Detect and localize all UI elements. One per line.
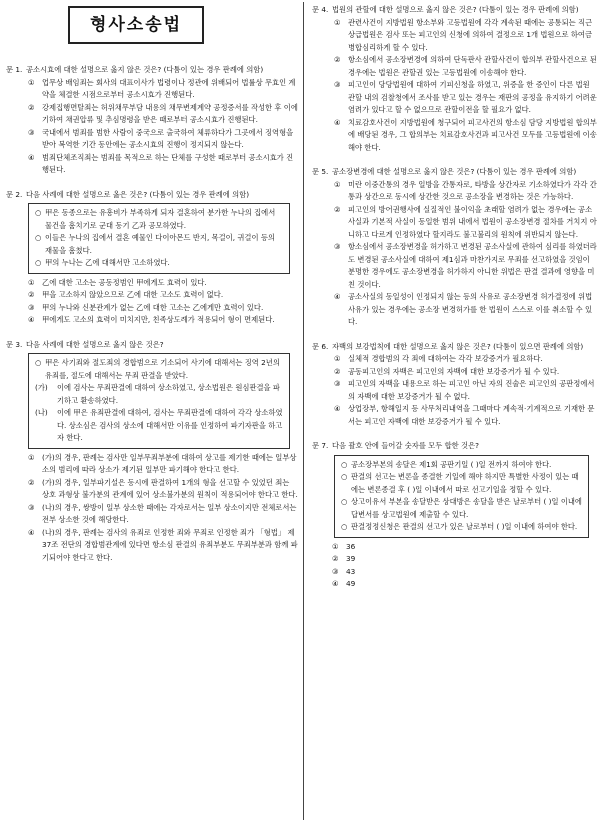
q7-option-1[interactable]: ① 36 [332,541,356,551]
q5-option-4[interactable]: ④ 공소사실의 동일성이 인정되지 않는 등의 사유로 공소장변경 허가결정에 위법사유가 있는 경우에는 공소장 변경허가를 한 법원이 스스로 이를 취소할 수 있다. [334,292,593,326]
q4-option-2[interactable]: ② 항소심에서 공소장변경에 의하여 단독판사 관할사건이 합의부 관할사건으로 된 경우에는 법원은 관할권 있는 고등법원에 이송해야 한다. [334,55,597,77]
q5-option-1[interactable]: ① 미란 이중간통의 경우 일방을 간통자로, 타방을 상간자로 기소하였다가 각각 간통과 상간으로 동시에 상간한 것으로 공소장을 변경하는 것은 가능하다. [334,179,597,201]
question-7 [312,440,597,591]
q6-option-2[interactable]: ② 공동피고인의 자백은 피고인의 자백에 대한 보강증거가 될 수 있다. [334,366,560,376]
q7-option-4[interactable]: ④ 49 [332,579,356,588]
question-5-stem: 문 5. 공소장변경에 대한 설명으로 옳지 않은 것은? (다툼이 있는 경우 판례에 의함) [312,167,577,176]
q7-blank-item: ○ 판결정정신청은 판결의 선고가 있은 날로부터 ( )일 이내에 하여야 한다. [341,522,578,531]
q1-option-3[interactable]: ③ 국내에서 범죄를 범한 사람이 중국으로 출국하여 체류하다가 그곳에서 징역형을 받아 복역한 기간 동안에는 공소시효의 진행이 정지되지 않는다. [28,127,294,149]
q7-blank-item: ○ 상고이유서 부본을 송달받은 상대방은 송달을 받은 날로부터 ( )일 이내에 답변서를 상고법원에 제출할 수 있다. [341,497,582,519]
q4-option-3[interactable]: ③ 피고인이 당당법원에 대하여 기피신청을 하였고, 위증을 한 증인이 다른 법원 관할 내의 검찰청에서 조사를 받고 있는 경우는 재판의 공정을 유지하기 어려운 염려가 있다고 할 수 없으므로 관할이전을 할 필요가 없다. [334,80,597,114]
q1-option-1[interactable]: ① 업무상 배임죄는 회사의 대표이사가 법령이나 정관에 위배되어 법률상 무효인 계약을 체결한 시점으로부터 공소시효가 진행된다. [28,77,296,99]
q3-case-box [28,353,290,449]
question-1-stem: 문 1. 공소시효에 대한 설명으로 옳지 않은 것은? (다툼이 있는 경우 판례에 의함) [6,65,264,74]
q4-option-4[interactable]: ④ 치료감호사건이 지방법원에 청구되어 피고사건의 항소심 담당 지방법원 합의부에 배당된 경우, 그 합의부는 치료감호사건과 피고사건 모두를 고등법원에 이송해야 한다. [334,117,597,152]
q3-option-3[interactable]: ③ (나)의 경우, 쌍방이 일부 상소한 때에는 각자로서는 일부 상소이지만 전체로서는 전부 상소한 것에 해당한다. [28,502,297,524]
q7-blank-item: ○ 공소장부본의 송달은 제1회 공판기일 ( )일 전까지 하여야 한다. [341,459,552,469]
q1-option-2[interactable]: ② 강제집행면탈죄는 허위채무부담 내용의 채무변제계약 공정증서를 작성한 후 이에 기하여 채권압류 및 추심명령을 받은 때로부터 공소시효가 진행된다. [28,102,298,124]
q2-option-2[interactable]: ② 甲을 고소하지 않았으므로 乙에 대한 고소도 효력이 없다. [28,290,224,299]
exam-title: 형사소송법 [68,6,204,44]
q1-option-4[interactable]: ④ 범죄단체조직죄는 범죄를 목적으로 하는 단체를 구성한 때로부터 공소시효가 진행된다. [28,152,294,174]
question-5 [312,166,597,329]
q5-option-2[interactable]: ② 피고인의 방어권행사에 실질적인 불이익을 초래할 염려가 없는 경우에는 공소사실과 기본적 사실이 동일한 범위 내에서 법원이 공소장변경 절차를 거치지 아니하고 다르게 인정하였다 할지라도 불고불리의 원칙에 위반되지 않는다. [334,204,597,239]
question-6-stem: 문 6. 자백의 보강법칙에 대한 설명으로 옳지 않은 것은? (다툼이 있으면 판례에 의함) [312,341,584,351]
right-column [312,4,597,591]
q6-option-3[interactable]: ③ 피고인의 자백을 내용으로 하는 피고인 아닌 자의 진술은 피고인의 공판정에서의 자백에 대한 보강증거가 될 수 없다. [334,379,595,401]
q5-option-3[interactable]: ③ 항소심에서 공소장변경을 허가하고 변경된 공소사실에 관하여 심리를 하였더라도 변경된 공소사실에 대하여 제1심과 마찬가지로 무죄를 선고하였을 것임이 분명한 경우에도 공소장변경을 허가하지 아니한 위법은 판결 결과에 영향을 미친 것이다. [334,242,597,289]
q7-blank-item: ○ 판결의 선고는 변론을 종결한 기일에 해야 하지만 특별한 사정이 있는 때에는 변론종결 후 ( )일 이내에서 따로 선고기일을 정할 수 있다. [341,472,579,494]
q2-option-4[interactable]: ④ 甲에게도 고소의 효력이 미치지만, 친족상도례가 적용되어 형이 면제된다. [28,315,275,324]
left-column [6,64,298,564]
q6-option-1[interactable]: ① 실체적 경합범의 각 죄에 대하여는 각각 보강증거가 필요하다. [334,354,543,363]
question-7-stem: 문 7. 다음 괄호 안에 들어갈 숫자를 모두 합한 것은? [312,441,479,450]
q3-option-1[interactable]: ① (가)의 경우, 판례는 검사만 일부무죄부분에 대하여 상고를 제기한 때에는 일부상소의 범리에 따라 상소가 제기된 일부만 파기해야 한다고 한다. [28,452,297,474]
question-6 [312,341,597,429]
q7-option-2[interactable]: ② 39 [332,554,356,563]
q2-option-3[interactable]: ③ 甲의 누나와 신분관계가 없는 乙에 대한 고소는 乙에게만 효력이 있다. [28,302,264,312]
q3-option-4[interactable]: ④ (나)의 경우, 판례는 검사의 유죄로 인정한 죄와 무죄로 인정한 죄가 「형법」 제37조 전단의 경합범관계에 있다면 항소심 판결의 유죄부분도 무죄부분과 함께 파기되어야 한다고 한다. [28,527,298,562]
question-4-stem: 문 4. 법원의 관할에 대한 설명으로 옳지 않은 것은? (다툼이 있는 경우 판례에 의함) [312,5,579,14]
question-4 [312,4,597,154]
question-2-stem: 문 2. 다음 사례에 대한 설명으로 옳은 것은? (다툼이 있는 경우 판례에 의함) [6,189,250,199]
q6-option-4[interactable]: ④ 상업장부, 항해일지 등 사무처리내역을 그때마다 계속적·기계적으로 기재한 문서는 피고인 자백에 대한 보강증거가 될 수 있다. [334,404,595,426]
question-3-stem: 문 3. 다음 사례에 대한 설명으로 옳지 않은 것은? [6,339,164,349]
q2-case-item: ○ 이들은 누나의 집에서 결혼 예물인 다이아몬드 반지, 목걸이, 귀걸이 등의 재물을 훔쳤다. [35,233,275,255]
question-2 [6,189,298,327]
q3-case-item: ○ 甲은 사기죄와 절도죄의 경합범으로 기소되어 사기에 대해서는 징역 2년의 유죄를, 절도에 대해서는 무죄 판결을 받았다. [35,358,280,380]
q3-case-item: (나) 이에 甲은 유죄판결에 대하여, 검사는 무죄판결에 대하여 각각 상소하였다. 상소심은 검사의 상소에 대해서만 이유를 인정하여 파기자판을 하고자 한다. [35,408,283,442]
question-3 [6,339,298,565]
q2-case-item: ○ 甲의 누나는 乙에 대해서만 고소하였다. [35,258,170,267]
q7-option-3[interactable]: ③ 43 [332,566,356,576]
q3-option-2[interactable]: ② (가)의 경우, 일부파기설은 동시에 판결하여 1개의 형을 선고할 수 있었던 죄는 상호 과형상 불가분의 관계에 있어 상소불가분의 원칙이 적용되어야 한다고 한다. [28,477,298,499]
q7-answer-choices [312,541,597,591]
q2-case-box [28,203,290,274]
question-1 [6,64,298,177]
q3-case-item: (가) 이에 검사는 무죄판결에 대하여 상소하였고, 상소법원은 원심판결을 파기하고 환송하였다. [35,383,280,405]
q2-case-item: ○ 甲은 동종으로는 유흥비가 부족하게 되자 결혼하여 분가한 누나의 집에서 물건을 훔치기로 군대 동기 乙과 공모하였다. [35,208,276,230]
column-divider [303,2,304,820]
q4-option-1[interactable]: ① 관련사건이 지방법원 항소부와 고등법원에 각각 계속된 때에는 공통되는 직근상급법원은 검사 또는 피고인의 신청에 의하여 결정으로 1개 법원으로 하여금 병합심리하게 할 수 있다. [334,17,593,52]
q7-blank-box [334,455,589,538]
q2-option-1[interactable]: ① 乙에 대한 고소는 공동정범인 甲에게도 효력이 있다. [28,277,207,287]
